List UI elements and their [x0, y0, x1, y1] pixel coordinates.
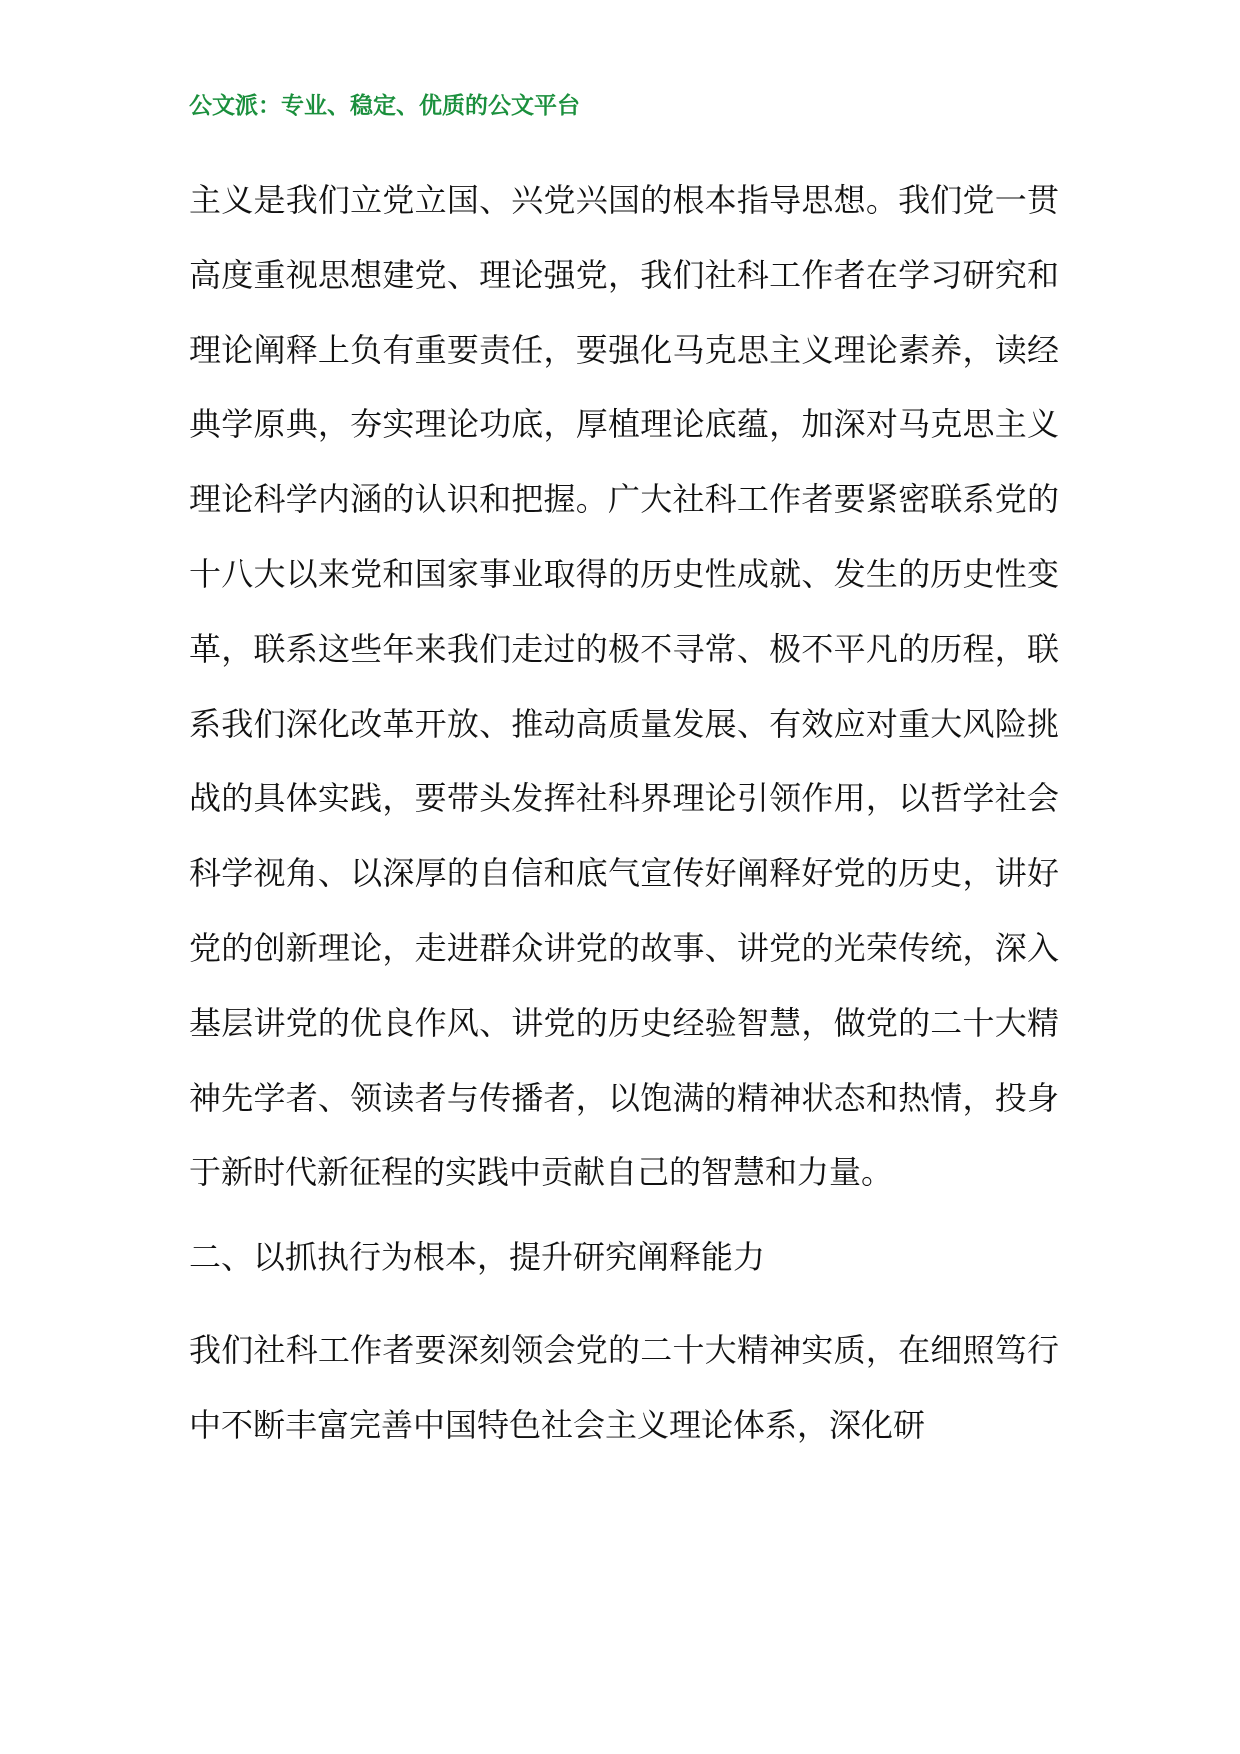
body-paragraph-2: 我们社科工作者要深刻领会党的二十大精神实质，在细照笃行中不断丰富完善中国特色社会主义理论体系，深化研: [189, 1330, 1059, 1444]
body-paragraph-1: 主义是我们立党立国、兴党兴国的根本指导思想。我们党一贯高度重视思想建党、理论强党，我们社科工作者在学习研究和理论阐释上负有重要责任，要强化马克思主义理论素养，读经典学原典，夯实理论功底，厚植理论底蕴，加深对马克思主义理论科学内涵的认识和把握。广大社科工作者要紧密联系党的十八大以来党和国家事业取得的历史性成就、发生的历史性变革，联系这些年来我们走过的极不寻常、极不平凡的历程，联系我们深化改革开放、推动高质量发展、有效应对重大风险挑战的具体实践，要带头发挥社科界理论引领作用，以哲学社会科学视角、以深厚的自信和底气宣传好阐释好党的历史，讲好党的创新理论，走进群众讲党的故事、讲党的光荣传统，深入基层讲党的优良作风、讲党的历史经验智慧，做党的二十大精神先学者、领读者与传播者，以饱满的精神状态和热情，投身于新时代新征程的实践中贡献自己的智慧和力量。: [189, 181, 1059, 1192]
document-body: [189, 163, 1059, 1463]
site-slogan-header: 公文派：专业、稳定、优质的公文平台: [189, 93, 580, 119]
section-heading-2: 二、以抓执行为根本，提升研究阐释能力: [189, 1238, 766, 1277]
